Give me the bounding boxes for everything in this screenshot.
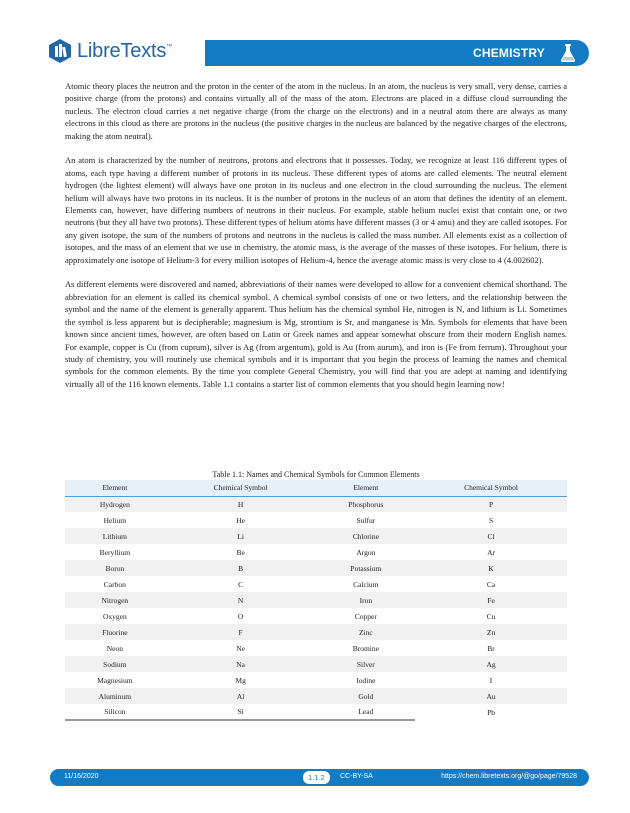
- table-row: [65, 544, 567, 560]
- table-cell: N: [165, 592, 317, 608]
- table-cell: Oxygen: [65, 608, 165, 624]
- libretexts-logo-icon: [47, 38, 73, 64]
- table-header-row: [65, 480, 567, 496]
- table-cell: Neon: [65, 640, 165, 656]
- table-cell: Au: [415, 688, 567, 704]
- table-row: [65, 656, 567, 672]
- table-row: [65, 688, 567, 704]
- license-label[interactable]: CC-BY-SA: [340, 773, 373, 780]
- table-cell: Ne: [165, 640, 317, 656]
- table-cell: B: [165, 560, 317, 576]
- table-cell: Ar: [415, 544, 567, 560]
- table-row: [65, 624, 567, 640]
- brand-name: LibreTexts: [77, 39, 167, 62]
- table-cell: S: [415, 512, 567, 528]
- table-cell: Si: [165, 704, 317, 720]
- table-cell: Hydrogen: [65, 496, 165, 512]
- table-cell: Iron: [317, 592, 416, 608]
- column-header: Element: [317, 480, 416, 496]
- table-row: [65, 496, 567, 512]
- table-cell: K: [415, 560, 567, 576]
- table-cell: Silicon: [65, 704, 165, 720]
- table-body: [65, 496, 567, 720]
- table-cell: Potassium: [317, 560, 416, 576]
- table-row: [65, 512, 567, 528]
- table-caption: Table 1.1: Names and Chemical Symbols for Common Elements: [212, 470, 420, 479]
- table-cell: F: [165, 624, 317, 640]
- table-cell: Chlorine: [317, 528, 416, 544]
- table-cell: Argon: [317, 544, 416, 560]
- table-cell: O: [165, 608, 317, 624]
- table-cell: I: [415, 672, 567, 688]
- table-row: [65, 704, 567, 720]
- table-cell: Zinc: [317, 624, 416, 640]
- footer-date: 11/16/2020: [64, 773, 99, 780]
- trademark-mark: ™: [166, 43, 172, 50]
- table-cell: Carbon: [65, 576, 165, 592]
- table-cell: Fe: [415, 592, 567, 608]
- elements-table-block: [65, 469, 567, 721]
- table-cell: C: [165, 576, 317, 592]
- paragraph: An atom is characterized by the number of neutrons, protons and electrons that it possesses. Today, we recognize at least 116 different types of atoms, each type having a different number of protons in its nucleus. These different types of atoms are called elements. The neutral element hydrogen (the lightest element) will always have one proton in its nucleus and one electron in the cloud surrounding the nucleus. The element helium will always have two protons in its nucleus. It is the number of protons in the nucleus of an atom that defines the identity of an element. Elements can, however, have differing numbers of neutrons in their nucleus. For example, stable helium nuclei exist that contain one, or two neutrons (but they all have two protons). These different types of helium atoms have different masses (3 or 4 amu) and they are called isotopes. For any given isotope, the sum of the numbers of protons and neutrons in the nucleus is called the mass number. All elements exist as a collection of isotopes, and the mass of an element that we use in chemistry, the atomic mass, is the average of the masses of these isotopes. For helium, there is approximately one isotope of Helium-3 for every million isotopes of Helium-4, hence the average atomic mass is very close to 4 (4.002602).: [65, 155, 567, 265]
- page-footer: [50, 769, 589, 786]
- page-number-badge: 1.1.2: [303, 771, 330, 784]
- subject-label: CHEMISTRY: [472, 46, 545, 60]
- subject-banner[interactable]: [205, 40, 589, 66]
- page-url-link[interactable]: https://chem.libretexts.org/@go/page/79528: [441, 773, 577, 780]
- flask-icon: [557, 42, 579, 64]
- table-cell: P: [415, 496, 567, 512]
- table-cell: Cu: [415, 608, 567, 624]
- table-cell: Beryllium: [65, 544, 165, 560]
- table-cell: Cl: [415, 528, 567, 544]
- table-cell: Fluorine: [65, 624, 165, 640]
- table-cell: Zn: [415, 624, 567, 640]
- table-row: [65, 528, 567, 544]
- page-header: [0, 0, 630, 82]
- table-cell: Li: [165, 528, 317, 544]
- paragraph: As different elements were discovered and named, abbreviations of their names were developed to allow for a convenient chemical shorthand. The abbreviation for an element is called its chemical symbol. A chemical symbol consists of one or two letters, and the relationship between the symbol and the name of the element is generally apparent. Thus helium has the chemical symbol He, nitrogen is N, and lithium is Li. Sometimes the symbol is less apparent but is decipherable; magnesium is Mg, strontium is Sr, and manganese is Mn. Symbols for elements that have been known since ancient times, however, are often based on Latin or Greek names and appear somewhat obscure from their modern English names. For example, copper is Cu (from cuprum), silver is Ag (from argentum), gold is Au (from aurum), and iron is (Fe from ferrum). Throughout your study of chemistry, you will routinely use chemical symbols and it is important that you begin the process of learning the names and chemical symbols for the common elements. By the time you complete General Chemistry, you will find that you are adept at naming and identifying virtually all of the 116 known elements. Table 1.1 contains a starter list of common elements that you should begin learning now!: [65, 279, 567, 389]
- table-cell: Phosphorus: [317, 496, 416, 512]
- column-header: Chemical Symbol: [165, 480, 317, 496]
- column-header: Element: [65, 480, 165, 496]
- column-header: Chemical Symbol: [415, 480, 567, 496]
- article-body: [65, 80, 567, 403]
- table-cell: H: [165, 496, 317, 512]
- table-row: [65, 576, 567, 592]
- table-cell: Sulfur: [317, 512, 416, 528]
- table-row: [65, 592, 567, 608]
- table-row: [65, 560, 567, 576]
- paragraph: Atomic theory places the neutron and the proton in the center of the atom in the nucleus. In an atom, the nucleus is very small, very dense, carries a positive charge (from the protons) and contains virtually all of the mass of the atom. Electrons are placed in a diffuse cloud surrounding the nucleus. The electron cloud carries a net negative charge (from the charge on the electrons) and in a neutral atom there are always as many electrons in this cloud as there are protons in the nucleus (the positive charges in the nucleus are balanced by the negative charges of the electrons, making the atom neutral).: [65, 81, 567, 141]
- table-cell: Be: [165, 544, 317, 560]
- table-cell: Copper: [317, 608, 416, 624]
- table-cell: Iodine: [317, 672, 416, 688]
- libretexts-logo[interactable]: [47, 38, 172, 64]
- table-cell: Lithium: [65, 528, 165, 544]
- table-row: [65, 640, 567, 656]
- table-row: [65, 608, 567, 624]
- table-cell: Sodium: [65, 656, 165, 672]
- table-cell: Mg: [165, 672, 317, 688]
- table-cell: Silver: [317, 656, 416, 672]
- table-cell: Magnesium: [65, 672, 165, 688]
- table-cell: Boron: [65, 560, 165, 576]
- elements-table: [65, 480, 567, 721]
- table-cell: Helium: [65, 512, 165, 528]
- table-cell: Gold: [317, 688, 416, 704]
- table-cell: Br: [415, 640, 567, 656]
- table-cell: Nitrogen: [65, 592, 165, 608]
- table-cell: Calcium: [317, 576, 416, 592]
- table-cell: Pb: [415, 704, 567, 720]
- table-cell: Aluminum: [65, 688, 165, 704]
- table-cell: He: [165, 512, 317, 528]
- table-cell: Al: [165, 688, 317, 704]
- table-cell: Lead: [317, 704, 416, 720]
- table-cell: Bromine: [317, 640, 416, 656]
- table-cell: Ag: [415, 656, 567, 672]
- table-cell: Ca: [415, 576, 567, 592]
- table-cell: Na: [165, 656, 317, 672]
- table-row: [65, 672, 567, 688]
